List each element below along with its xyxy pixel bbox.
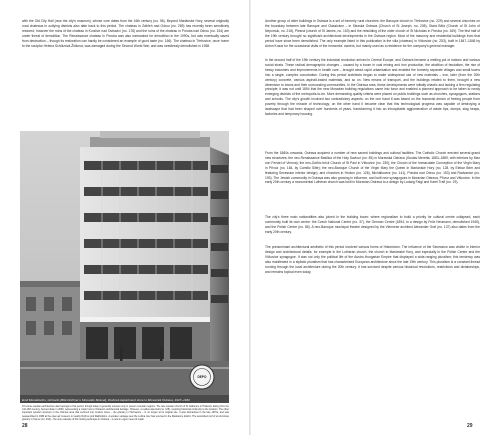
right-paragraph-2: In the second half of the 19th century the industrial revolution arrived in Central Europe, and Ostrava became a melting pot of nations and various social strata. These radical demographic changes – caused by a boom in coal mining and iron production, the abolition of feudalism, the rise of heavy industries and improvements in health care – brought about rapid urbanisation and enabled the formerly separate villages and small towns into a single, complex conurbation. During this period architects began to make widespread use of new materials – iron, later (from the 20th century) concrete, various asphalt-based materials, and so on. New means of transport, and the buildings related to them, brought a new dimension to towns and their surrounding communities. In the Ostrava area, these developments were initially chaotic and lacking a firm regulating principle; it was not until 1894 that the new Moravian building regulations came into force and enabled a planned approach to be taken to newly emerging districts of the metropolis-to-be. More demanding quality criteria were placed on public buildings such as churches, synagogues, stations and schools. The city's growth involved two contradictory aspects: on the one hand it was based on the humanist dream of freeing people from poverty through the miracle of technology; on the other hand it became clear that this technological progress was capable of destroying a landscape that had been shaped over hundreds of years, transforming it into an inhospitable agglomeration of waste tips, dumps, slag heaps, factories and temporary housing. xyxy=(265,58,480,116)
building-photo xyxy=(20,131,229,403)
right-paragraph-1: Another group of older buildings in Ostrava is a set of formerly rural churches: the Baroque church in Třebovice (no. 229) and several churches on the boundary between late Baroque and Classicism – in Slezská Ostrava (Church of St Joseph, no. 208), Stará Bělá (Church of St John of Nepomuk, no. 218), Plesná (church of St James, no. 153) and the rebuilding of the older church of St Nicholas in Poruba (no. 169). The first half of the 19th century brought no significant architectural developments in the Ostrava region. Most of the masonry and residential buildings from that period have since been demolished. The only example listed in this publication is the villa (chateau) in Vítkovice (no. 253), built in 1847–1848 by Anton Kraus for the occasional visits of the ironworks' owners, but mainly used as a residence for the company's general manager. xyxy=(265,19,480,48)
right-paragraph-3: From the 1860s onwards, Ostrava acquired a number of new sacred buildings and cultural facilities. The Catholic Church erected several grand new structures: the neo-Renaissance Basilica of the Holy Saviour (no. 85) in Moravská Ostrava (Gustav Meretta, 1883–1889, with interiors by Max von Ferstel of Vienna); the neo-Gothic brick Church of St Paul in Vítkovice (no. 230); the Church of the Immaculate Conception of the Virgin Mary in Přívoz (no. 184, by Camillo Sitte); the neo-Baroque Church of the Virgin Mary the Queen in Mariánské Hory (no. 128, by Elekar Bém and featuring Secession interior design); and churches in Hrušov (no. 126), Michálkovice (no. 141), Poruba nad Odrou (no. 153) and Radvanice (no. 193). The Jewish community in Ostrava was also growing in influence, and built new synagogues in Moravian Ostrava, Přívoz and Vítkovice. In the early 20th century a monumental Lutheran church was built in Moravian Ostrava to a design by Ludwig Faigl and Karel Trafl (no. 29). xyxy=(265,151,480,185)
right-paragraph-4: The city's three main nationalities also joined in the building boom: where regionalism to build a priority for cultural centre collapsed, each community built its own centre: the Czech National Centre (no. 37), the German Centre (1894, to a design by Felix Neumann, demolished 1945), and the Polish Centre (no. 85). A neo-Baroque municipal theatre designed by the Viennese architect Alexander Graf (no. 137) also dates from the early 20th century. xyxy=(265,215,480,234)
page-number-right: 29 xyxy=(467,423,473,429)
left-page xyxy=(0,0,249,435)
left-paragraph-top: with the Old City Hall (now the city's museum), whose core dates from the 16th century (no. 56). Beyond Mariánské Hory, several originally rural chateaus in outlying districts also date back to this period. The chateau in Zábřeh nad Odrou (no. 255) has recently been sensitively restored, however the ruins of the chateau in Kunčice nad Ostravicí (no. 178) and the ruins of the chateau in Poruba nad Odrou (no. 154) are under threat of demolition. The Renaissance chateau in Poruba was also earmarked for demolition in the 1990s, but was eventually saved from destruction – though its restoration can hardly be considered an example of good taste (no. 166). The chateau in Třebovice, once home to the sculptor Helena Schülzová-Židková, was damaged during the Second World War, and was needlessly demolished in 1958. xyxy=(22,19,229,48)
emblem-label: DEPO xyxy=(197,375,207,379)
left-paragraph-bottom: Of course wooden architecture also belongs to this period, though today it generally survives only in poorer mountain regions. The rare wooden church of St Catherine in Hrabová, dating from the mid-16th century, burned down in 2002, representing a major loss to Ostrava's architectural heritage. However, a replica was built (no. 125), restoring historical continuity to the location. The other important wooden structure in the Ostrava area that survived into modern times – the granary in Heřmanice – is no longer at its original site. It was dismantled in the late 1970s, and was reassembled in 1980 at the open-air museum in nearby Rožnov pod Radhoštěm. A wooden vantage near the Lučina river has survived in the Radvanice district. The wood-tiled roof of an old stone granary in Svinov (no. 234) – the only example of this roofing technique in Ostrava – is now in urgent need of repair. xyxy=(22,405,229,421)
right-paragraph-5: The predominant architectural aesthetic of this period involved various forms of Historicism. The influence of the Secession was visible in interior design and architectural details, for example in the Lutheran church, the church in Mariánské Hory, and especially in the Polish Centre and the Vítkovice synagogue. It was not only the political life of the Austro-Hungarian Empire that displayed a wide-ranging pluralism; this tendency was also manifested in a stylistic pluralism that has characterised European architecture since the late 19th century. This pluralism is a constant thread running through the local architecture during the 20th century: it has survived despite various historical revolutions, restrictions and dictatorships, and remains topical even today. xyxy=(265,245,480,274)
right-page xyxy=(251,0,500,435)
photo-caption: Emil Mendelsohn, Umbarto (Bílé Dorfíner u Mnoudek Stravel), Dluhová department store in Moravská Ostrava, 1927–1932 xyxy=(22,398,191,402)
page-number-left: 28 xyxy=(22,423,28,429)
